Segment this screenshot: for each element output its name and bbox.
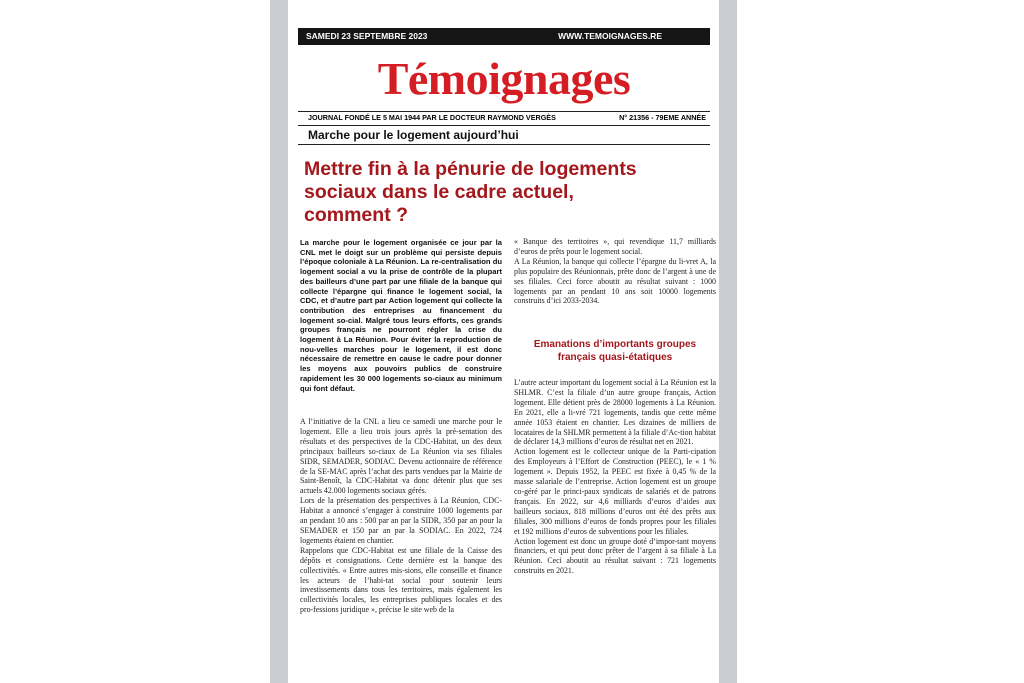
body-paragraph: Lors de la présentation des perspectives à La Réunion, CDC-Habitat a annoncé s’engager à construire 1000 logements par an pendant 10 ans : 500 par an par la SIDR, 350 par an pour la SEMADER et 150 par an par la SODIAC. En 2022, 724 logements étaient en chantier. <box>300 496 502 545</box>
rubric-title: Marche pour le logement aujourd’hui <box>308 128 519 142</box>
body-column-right-top <box>514 237 716 306</box>
subhead-line: Emanations d’importants groupes <box>533 339 697 350</box>
body-paragraph: « Banque des territoires », qui revendique 11,7 milliards d’euros de prêts pour le logement social. <box>514 237 716 256</box>
body-paragraph: Action logement est le collecteur unique de la Parti-cipation des Employeurs à l’Effort de Construction (PEEC), le « 1 % logement ». Depuis 1952, la PEEC est fixée à 0,45 % de la masse salariale de l’entreprise. Action logement est un groupe co-géré par le princi-paux syndicats de salariés et de patrons français. En 2022, sur 4,6 milliards d’euros d’aides aux bailleurs sociaux, 818 millions d’euros ont été des prêts aux filiales, 300 millions d’euros de fonds propres pour les filiales et 192 millions d’euros de subventions pour les filiales. <box>514 447 716 536</box>
founded-line: JOURNAL FONDÉ LE 5 MAI 1944 PAR LE DOCTEUR RAYMOND VERGÈS <box>308 113 556 122</box>
website-link[interactable]: WWW.TEMOIGNAGES.RE <box>558 31 662 41</box>
rubric-bar <box>298 127 710 145</box>
body-paragraph: Rappelons que CDC-Habitat est une filiale de la Caisse des dépôts et consignations. Cette dernière est la banque des collectivités. « Entre autres mis-sions, elle conseille et finance les acteurs de l’habi-tat social pour soutenir leurs investissements dans tous les territoires, mais également les collectivités locales, les entreprises publiques locales et des pro-fessions juridique », précise le site web de la <box>300 545 502 615</box>
right-side-band <box>719 0 737 683</box>
headline-line: Mettre fin à la pénurie de logements <box>304 158 637 180</box>
headline-line: sociaux dans le cadre actuel, <box>304 181 574 203</box>
body-paragraph: A l’initiative de la CNL a lieu ce samedi une marche pour le logement. Elle a lieu trois jours après la pré-sentation des résultats et des perspectives de la CDC-Habitat, un des deux principaux bailleurs so-ciaux de La Réunion via ses filiales SIDR, SEMADER, SODIAC. Devenu actionnaire de référence de la SE-MAC après l’achat des parts vendues par la Mairie de Saint-Benoît, la CDC-Habitat va donc détenir plus que ses actuels 42.000 logements sociaux gérés. <box>300 417 502 496</box>
lede-paragraph: La marche pour le logement organisée ce jour par la CNL met le doigt sur un problème qui persiste depuis l’époque coloniale à La Réunion. La re-centralisation du logement social a vu la prise de contrôle de la plupart des bailleurs d’une part par une filiale de la banque qui collecte l’épargne qui finance le logement social, la CDC, et d’autre part par Action logement qui collecte la contribution des entreprises au financement du logement so-cial. Malgré tous leurs efforts, ces grands groupes français ne pourront régler la crise du logement à La Réunion. Pour éviter la reproduction de nou-velles marches pour le logement, il est donc nécessaire de remettre en cause le cadre pour donner les moyens aux pouvoirs publics de construire rapidement les 30 000 logements so-ciaux au minimum qui font défaut. <box>300 238 502 393</box>
body-paragraph: Action logement est donc un groupe doté d’impor-tant moyens financiers, et qui peut donc prêter de l’argent à sa filiale à La Réunion. Ceci aboutit au résultat suivant : 721 logements construits en 2021. <box>514 536 716 576</box>
masthead-logo: Témoignages <box>377 53 631 104</box>
subhead-line: français quasi-étatiques <box>557 352 673 363</box>
section-subheading <box>514 338 716 364</box>
headline-line: comment ? <box>304 204 409 226</box>
newspaper-page <box>288 0 719 683</box>
left-side-band <box>270 0 288 683</box>
body-paragraph: A La Réunion, la banque qui collecte l’épargne du li-vret A, la plus populaire des Réunionnais, prête donc de l’argent à une de ses filiales. Ceci force aboutit au résultat suivant : 1000 logements par an pendant 10 ans soit 10000 logements construits d’ici 2033-2034. <box>514 256 716 306</box>
issue-date: SAMEDI 23 SEPTEMBRE 2023 <box>306 31 428 41</box>
body-column-left <box>300 417 502 615</box>
body-column-right-bottom <box>514 378 716 576</box>
body-paragraph: L’autre acteur important du logement social à La Réunion est la SHLMR. C’est la filiale d’un autre groupe français, Action logement. Elle détient près de 28000 logements à La Réunion. En 2021, elle a li-vré 721 logements, tandis que cette même année 1053 étaient en chantier. Les dizaines de milliers de locataires de la SHLMR permettent à la filiale d’Ac-tion habitat de déclarer 14,3 millions d’euros de résultat net en 2021. <box>514 378 716 447</box>
issue-number: N° 21356 - 79EME ANNÉE <box>619 113 706 122</box>
info-bar <box>298 111 710 126</box>
headline <box>304 158 704 227</box>
top-bar <box>298 28 710 45</box>
